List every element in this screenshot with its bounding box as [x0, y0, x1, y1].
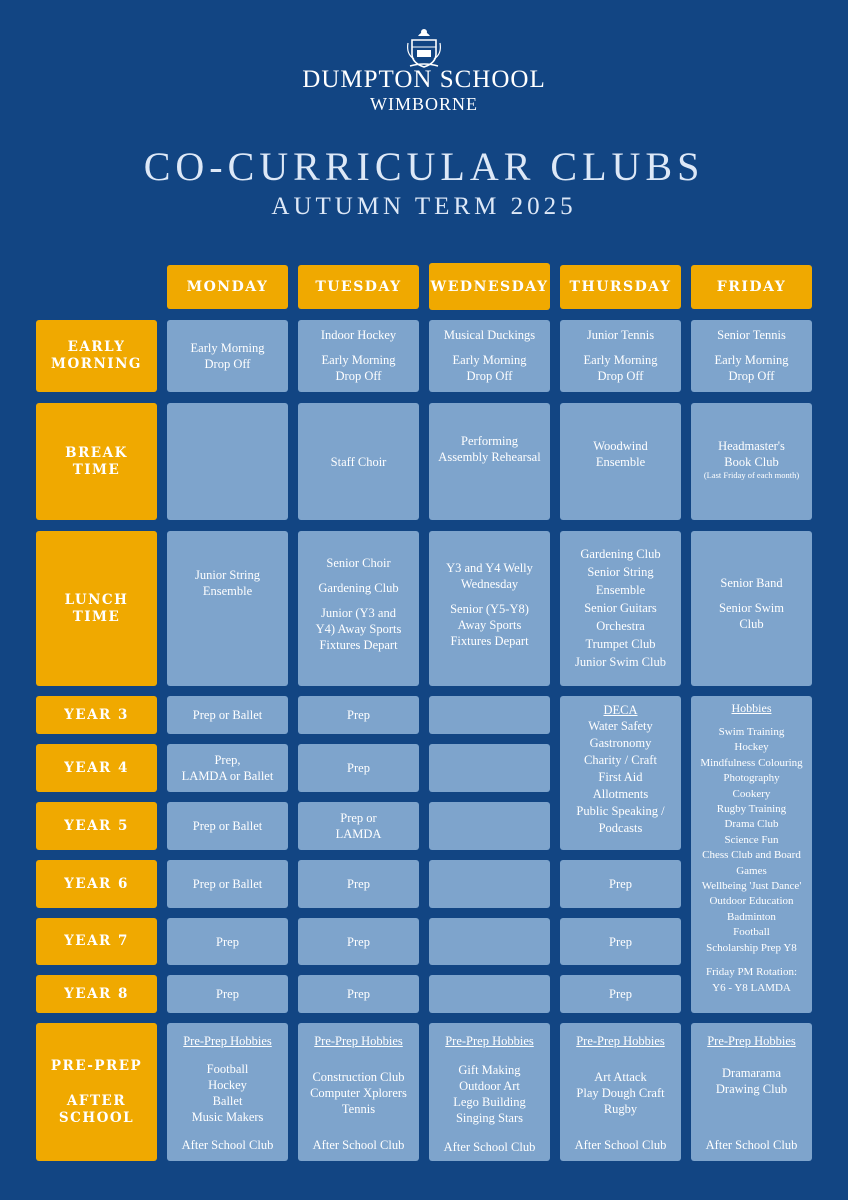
- cell-lunch-wednesday: [429, 531, 550, 686]
- activity-y6-tuesday: Prep: [347, 877, 370, 891]
- activity-headmasters-book-club: Headmaster's Book Club: [718, 439, 785, 469]
- cell-y6-tuesday: [298, 860, 419, 908]
- activity-y3-monday: Prep or Ballet: [192, 708, 263, 722]
- cell-y6-thursday: [560, 860, 681, 908]
- preprep-list-tuesday: Construction Club Computer Xplorers Tennis: [310, 1070, 407, 1116]
- cell-y8-thursday: [560, 975, 681, 1013]
- school-name: DUMPTON SCHOOL: [302, 66, 546, 93]
- activity-y7-tuesday: Prep: [347, 934, 370, 949]
- preprep-list-thursday: Art Attack Play Dough Craft Rugby: [576, 1070, 665, 1116]
- row-label-break-time: BREAK TIME: [36, 403, 157, 520]
- cell-y3-wednesday: [429, 696, 550, 734]
- cell-preprep-wednesday: [429, 1023, 550, 1161]
- activity-y5-tuesday: Prep or LAMDA: [335, 811, 382, 841]
- row-label-lunch-time: LUNCH TIME: [36, 531, 157, 686]
- row-label-year-3: YEAR 3: [36, 696, 157, 734]
- preprep-list-wednesday: Gift Making Outdoor Art Lego Building Singing Stars: [453, 1063, 526, 1125]
- activity-woodwind-ensemble: Woodwind Ensemble: [593, 439, 648, 469]
- day-header-thursday: THURSDAY: [560, 265, 681, 309]
- activity-book-club-note: (Last Friday of each month): [703, 470, 800, 480]
- cell-preprep-friday: [691, 1023, 812, 1161]
- cell-break-wednesday: [429, 403, 550, 520]
- after-school-club-wednesday: After School Club: [443, 1140, 536, 1154]
- cell-lunch-friday: [691, 531, 812, 686]
- activity-senior-swim-club: Senior Swim Club: [719, 601, 784, 631]
- cell-deca-thursday: [560, 696, 681, 850]
- cell-y8-monday: [167, 975, 288, 1013]
- school-location: WIMBORNE: [370, 94, 478, 114]
- cell-preprep-thursday: [560, 1023, 681, 1161]
- cell-y4-monday: [167, 744, 288, 792]
- after-school-club-monday: After School Club: [181, 1138, 274, 1152]
- cell-hobbies-friday: [691, 696, 812, 1013]
- cell-y3-monday: [167, 696, 288, 734]
- day-header-wednesday: WEDNESDAY: [429, 263, 550, 310]
- cell-y5-tuesday: [298, 802, 419, 850]
- cell-y5-wednesday: [429, 802, 550, 850]
- cell-y5-monday: [167, 802, 288, 850]
- activity-senior-tennis: Senior Tennis: [717, 328, 786, 342]
- cell-early-tuesday: [298, 320, 419, 392]
- activity-junior-string-ensemble: Junior String Ensemble: [195, 568, 260, 598]
- after-school-club-tuesday: After School Club: [312, 1138, 405, 1152]
- cell-early-wednesday: [429, 320, 550, 392]
- hobbies-activity-list: Swim Training Hockey Mindfulness Colouring Photography Cookery Rugby Training Drama Club Science Fun Chess Club and Board Games Wellbeing 'Just Dance' Outdoor Education Badminton Football Scholarship Prep Y8: [700, 726, 803, 954]
- hobbies-friday-rotation: Friday PM Rotation: Y6 - Y8 LAMDA: [705, 966, 798, 994]
- hobbies-heading: Hobbies: [731, 701, 772, 715]
- day-header-friday: FRIDAY: [691, 265, 812, 309]
- row-label-year-8: YEAR 8: [36, 975, 157, 1013]
- row-label-pre-prep-after-school: [36, 1023, 157, 1161]
- activity-musical-duckings: Musical Duckings: [443, 328, 536, 342]
- activity-list-lunch-thursday: Gardening Club Senior String Ensemble Senior Guitars Orchestra Trumpet Club Junior Swim Club: [575, 547, 666, 669]
- cell-y7-tuesday: [298, 918, 419, 965]
- activity-y4-tuesday: Prep: [347, 761, 370, 775]
- cell-y4-tuesday: [298, 744, 419, 792]
- preprep-heading-thursday: Pre-Prep Hobbies: [576, 1034, 665, 1048]
- activity-early-thursday: Early Morning Drop Off: [583, 353, 658, 383]
- activity-y6-monday: Prep or Ballet: [192, 877, 263, 891]
- page-subtitle: AUTUMN TERM 2025: [271, 193, 577, 220]
- cell-y3-tuesday: [298, 696, 419, 734]
- row-label-after-school: AFTER SCHOOL: [58, 1092, 135, 1126]
- deca-heading: DECA: [603, 703, 638, 717]
- activity-y7-monday: Prep: [216, 934, 239, 949]
- cell-y7-monday: [167, 918, 288, 965]
- day-header-tuesday: TUESDAY: [298, 265, 419, 309]
- cell-y4-wednesday: [429, 744, 550, 792]
- preprep-list-monday: Football Hockey Ballet Music Makers: [191, 1062, 264, 1124]
- row-label-year-7: YEAR 7: [36, 918, 157, 965]
- cell-lunch-thursday: [560, 531, 681, 686]
- cell-lunch-tuesday: [298, 531, 419, 686]
- activity-y8-tuesday: Prep: [347, 987, 370, 1001]
- cell-early-friday: [691, 320, 812, 392]
- after-school-club-friday: After School Club: [705, 1138, 798, 1152]
- row-label-year-6: YEAR 6: [36, 860, 157, 908]
- cell-y6-monday: [167, 860, 288, 908]
- row-label-pre-prep: PRE-PREP: [50, 1057, 143, 1074]
- activity-y6-thursday: Prep: [609, 877, 632, 891]
- activity-junior-tennis: Junior Tennis: [586, 328, 655, 342]
- cell-break-thursday: [560, 403, 681, 520]
- activity-y8-monday: Prep: [216, 987, 239, 1001]
- activity-senior-away-sports: Senior (Y5-Y8) Away Sports Fixtures Depart: [450, 602, 529, 648]
- page-title: CO-CURRICULAR CLUBS: [143, 144, 705, 189]
- preprep-heading-wednesday: Pre-Prep Hobbies: [445, 1034, 534, 1048]
- cell-preprep-monday: [167, 1023, 288, 1161]
- activity-early-monday: Early Morning Drop Off: [190, 341, 265, 371]
- cell-break-monday: [167, 403, 288, 520]
- row-label-year-4: YEAR 4: [36, 744, 157, 792]
- preprep-heading-friday: Pre-Prep Hobbies: [707, 1034, 796, 1048]
- cell-y7-thursday: [560, 918, 681, 965]
- activity-early-tuesday: Early Morning Drop Off: [321, 353, 396, 383]
- preprep-list-friday: Dramarama Drawing Club: [715, 1066, 788, 1096]
- activity-y3-tuesday: Prep: [347, 708, 370, 722]
- row-label-year-5: YEAR 5: [36, 802, 157, 850]
- preprep-heading-tuesday: Pre-Prep Hobbies: [314, 1034, 403, 1048]
- school-crest-icon: [404, 26, 444, 68]
- preprep-heading-monday: Pre-Prep Hobbies: [183, 1034, 272, 1048]
- cell-preprep-tuesday: [298, 1023, 419, 1161]
- cell-break-friday: [691, 403, 812, 520]
- activity-senior-band: Senior Band: [720, 576, 783, 590]
- activity-y4-monday: Prep, LAMDA or Ballet: [181, 753, 274, 783]
- activity-senior-choir: Senior Choir: [326, 556, 391, 570]
- after-school-club-thursday: After School Club: [574, 1138, 667, 1152]
- activity-welly-wednesday: Y3 and Y4 Welly Wednesday: [446, 561, 533, 591]
- cell-y7-wednesday: [429, 918, 550, 965]
- activity-y5-monday: Prep or Ballet: [192, 819, 263, 833]
- day-header-monday: MONDAY: [167, 265, 288, 309]
- activity-performing-assembly: Performing Assembly Rehearsal: [438, 434, 541, 464]
- cell-lunch-monday: [167, 531, 288, 686]
- activity-early-wednesday: Early Morning Drop Off: [452, 353, 527, 383]
- activity-junior-away-sports: Junior (Y3 and Y4) Away Sports Fixtures Depart: [315, 606, 402, 652]
- cell-y8-wednesday: [429, 975, 550, 1013]
- activity-y8-thursday: Prep: [609, 987, 632, 1001]
- cell-y6-wednesday: [429, 860, 550, 908]
- row-label-early-morning: EARLY MORNING: [36, 320, 157, 392]
- cell-early-thursday: [560, 320, 681, 392]
- cell-break-tuesday: [298, 403, 419, 520]
- activity-early-friday: Early Morning Drop Off: [714, 353, 789, 383]
- activity-staff-choir: Staff Choir: [330, 454, 387, 469]
- cell-y8-tuesday: [298, 975, 419, 1013]
- activity-indoor-hockey: Indoor Hockey: [320, 328, 397, 342]
- activity-gardening-club-tue: Gardening Club: [318, 581, 399, 595]
- activity-y7-thursday: Prep: [609, 934, 632, 949]
- deca-activity-list: Water Safety Gastronomy Charity / Craft First Aid Allotments Public Speaking / Podcasts: [576, 719, 665, 835]
- cell-early-monday: [167, 320, 288, 392]
